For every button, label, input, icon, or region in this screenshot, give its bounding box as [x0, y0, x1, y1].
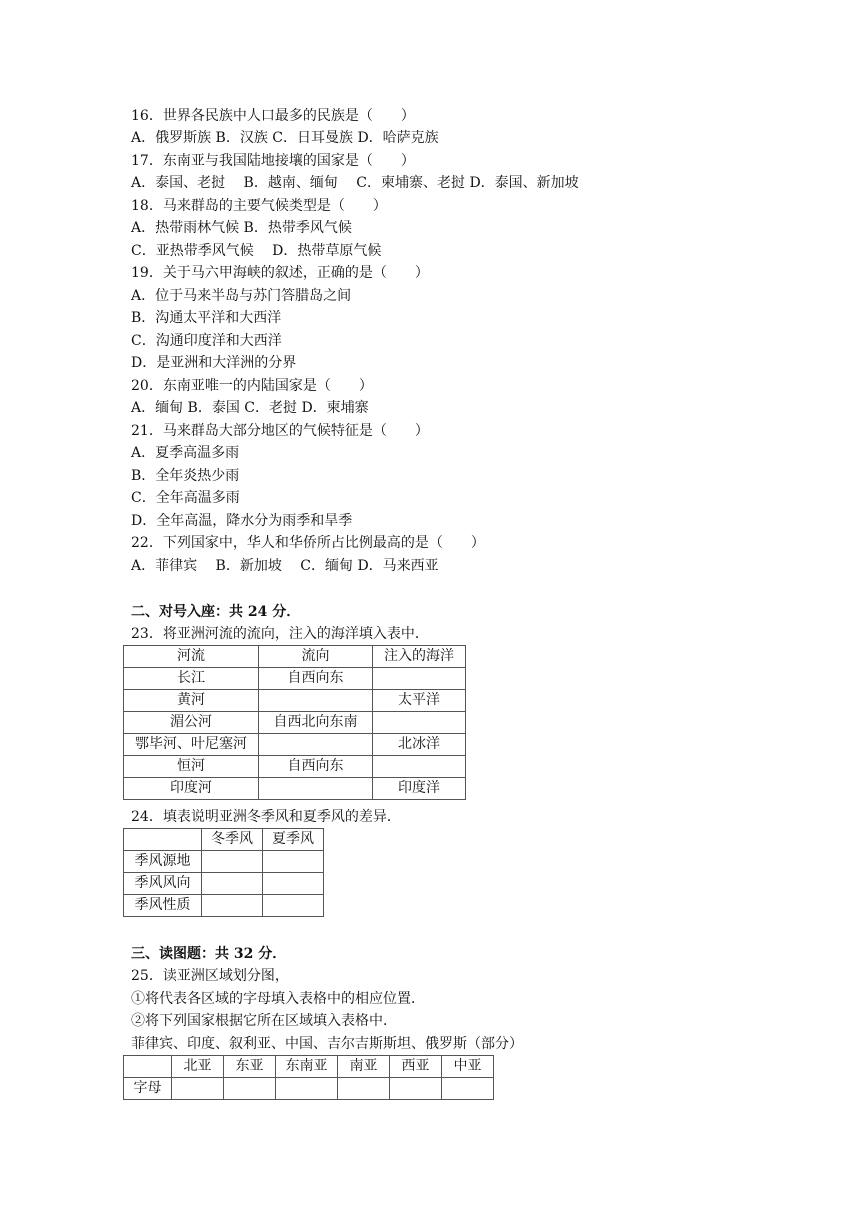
- table-row: [124, 778, 466, 800]
- table-cell: 印度河: [124, 778, 259, 800]
- table-row: [124, 873, 324, 895]
- table-row: [124, 851, 324, 873]
- table-cell: [263, 895, 324, 917]
- table-row: [124, 1056, 494, 1078]
- table-cell: 字母: [124, 1078, 172, 1100]
- table-cell: 印度洋: [373, 778, 466, 800]
- table-cell: 季风风向: [124, 873, 202, 895]
- table-header: 西亚: [390, 1056, 442, 1078]
- question-23: 23．将亚洲河流的流向，注入的海洋填入表中．: [131, 626, 429, 642]
- table-cell: [263, 851, 324, 873]
- table-row: [124, 690, 466, 712]
- regions-table: [123, 1055, 494, 1100]
- table-row: [124, 829, 324, 851]
- table-header: 北亚: [172, 1056, 224, 1078]
- table-row: [124, 668, 466, 690]
- question-25-instruction-2: ②将下列国家根据它所在区域填入表格中．: [131, 1013, 397, 1029]
- question-21-option-a: A．夏季高温多雨: [131, 445, 240, 461]
- table-cell: 恒河: [124, 756, 259, 778]
- table-cell: 北冰洋: [373, 734, 466, 756]
- table-row: [124, 756, 466, 778]
- table-cell: [224, 1078, 276, 1100]
- table-cell: [390, 1078, 442, 1100]
- table-row: [124, 895, 324, 917]
- question-25-instruction-1: ①将代表各区域的字母填入表格中的相应位置．: [131, 991, 425, 1007]
- question-17: 17．东南亚与我国陆地接壤的国家是（ ）: [131, 153, 415, 169]
- question-19-option-b: B．沟通太平洋和大西洋: [131, 310, 282, 326]
- table-cell: 黄河: [124, 690, 259, 712]
- table-header: 中亚: [442, 1056, 494, 1078]
- table-cell: 季风性质: [124, 895, 202, 917]
- question-21-option-c: C．全年高温多雨: [131, 490, 240, 506]
- table-row: [124, 734, 466, 756]
- table-cell: 太平洋: [373, 690, 466, 712]
- table-cell: 自西向东: [259, 668, 373, 690]
- question-21-option-d: D．全年高温，降水分为雨季和旱季: [131, 513, 353, 529]
- table-cell: 自西北向东南: [259, 712, 373, 734]
- table-cell: 季风源地: [124, 851, 202, 873]
- table-header: [124, 829, 202, 851]
- question-20-options: A．缅甸 B．泰国 C．老挝 D．柬埔寨: [131, 400, 369, 416]
- table-cell: [259, 778, 373, 800]
- question-18-options-ab: A．热带雨林气候 B．热带季风气候: [131, 220, 352, 236]
- table-header: 冬季风: [202, 829, 263, 851]
- question-19-option-c: C．沟通印度洋和大西洋: [131, 333, 282, 349]
- question-22-options: A．菲律宾 B．新加坡 C．缅甸 D．马来西亚: [131, 558, 439, 574]
- table-row: [124, 646, 466, 668]
- question-16: 16．世界各民族中人口最多的民族是（ ）: [131, 108, 415, 124]
- table-cell: [172, 1078, 224, 1100]
- table-cell: [259, 734, 373, 756]
- table-header: 夏季风: [263, 829, 324, 851]
- rivers-table: [123, 645, 466, 800]
- section-2-heading: 二、对号入座：共 24 分．: [131, 604, 301, 620]
- question-18-options-cd: C．亚热带季风气候 D．热带草原气候: [131, 243, 382, 259]
- question-16-options: A．俄罗斯族 B．汉族 C．日耳曼族 D．哈萨克族: [131, 130, 439, 146]
- question-21-option-b: B．全年炎热少雨: [131, 468, 240, 484]
- table-cell: [442, 1078, 494, 1100]
- table-cell: 鄂毕河、叶尼塞河: [124, 734, 259, 756]
- table-cell: 自西向东: [259, 756, 373, 778]
- table-cell: [373, 668, 466, 690]
- table-cell: [373, 756, 466, 778]
- question-25-country-list: 菲律宾、印度、叙利亚、中国、吉尔吉斯斯坦、俄罗斯（部分）: [131, 1036, 523, 1052]
- table-cell: [202, 851, 263, 873]
- table-cell: [202, 873, 263, 895]
- question-17-options: A．泰国、老挝 B．越南、缅甸 C．柬埔寨、老挝 D．泰国、新加坡: [131, 175, 579, 191]
- question-24: 24．填表说明亚洲冬季风和夏季风的差异．: [131, 809, 401, 825]
- monsoon-table: [123, 828, 324, 917]
- table-cell: [202, 895, 263, 917]
- table-cell: [263, 873, 324, 895]
- table-header: 东亚: [224, 1056, 276, 1078]
- question-22: 22．下列国家中，华人和华侨所占比例最高的是（ ）: [131, 535, 485, 551]
- question-19: 19．关于马六甲海峡的叙述，正确的是（ ）: [131, 265, 429, 281]
- question-18: 18．马来群岛的主要气候类型是（ ）: [131, 198, 387, 214]
- question-19-option-d: D．是亚洲和大洋洲的分界: [131, 355, 297, 371]
- question-20: 20．东南亚唯一的内陆国家是（ ）: [131, 378, 373, 394]
- section-3-heading: 三、读图题：共 32 分．: [131, 946, 287, 962]
- table-header: 流向: [259, 646, 373, 668]
- table-header: 河流: [124, 646, 259, 668]
- table-cell: [259, 690, 373, 712]
- table-header: 东南亚: [276, 1056, 338, 1078]
- table-header: [124, 1056, 172, 1078]
- table-cell: [338, 1078, 390, 1100]
- table-header: 南亚: [338, 1056, 390, 1078]
- table-row: [124, 1078, 494, 1100]
- question-19-option-a: A．位于马来半岛与苏门答腊岛之间: [131, 288, 352, 304]
- question-21: 21．马来群岛大部分地区的气候特征是（ ）: [131, 423, 429, 439]
- table-cell: 长江: [124, 668, 259, 690]
- table-header: 注入的海洋: [373, 646, 466, 668]
- table-cell: [373, 712, 466, 734]
- table-cell: 湄公河: [124, 712, 259, 734]
- table-cell: [276, 1078, 338, 1100]
- table-row: [124, 712, 466, 734]
- question-25: 25．读亚洲区域划分图，: [131, 968, 289, 984]
